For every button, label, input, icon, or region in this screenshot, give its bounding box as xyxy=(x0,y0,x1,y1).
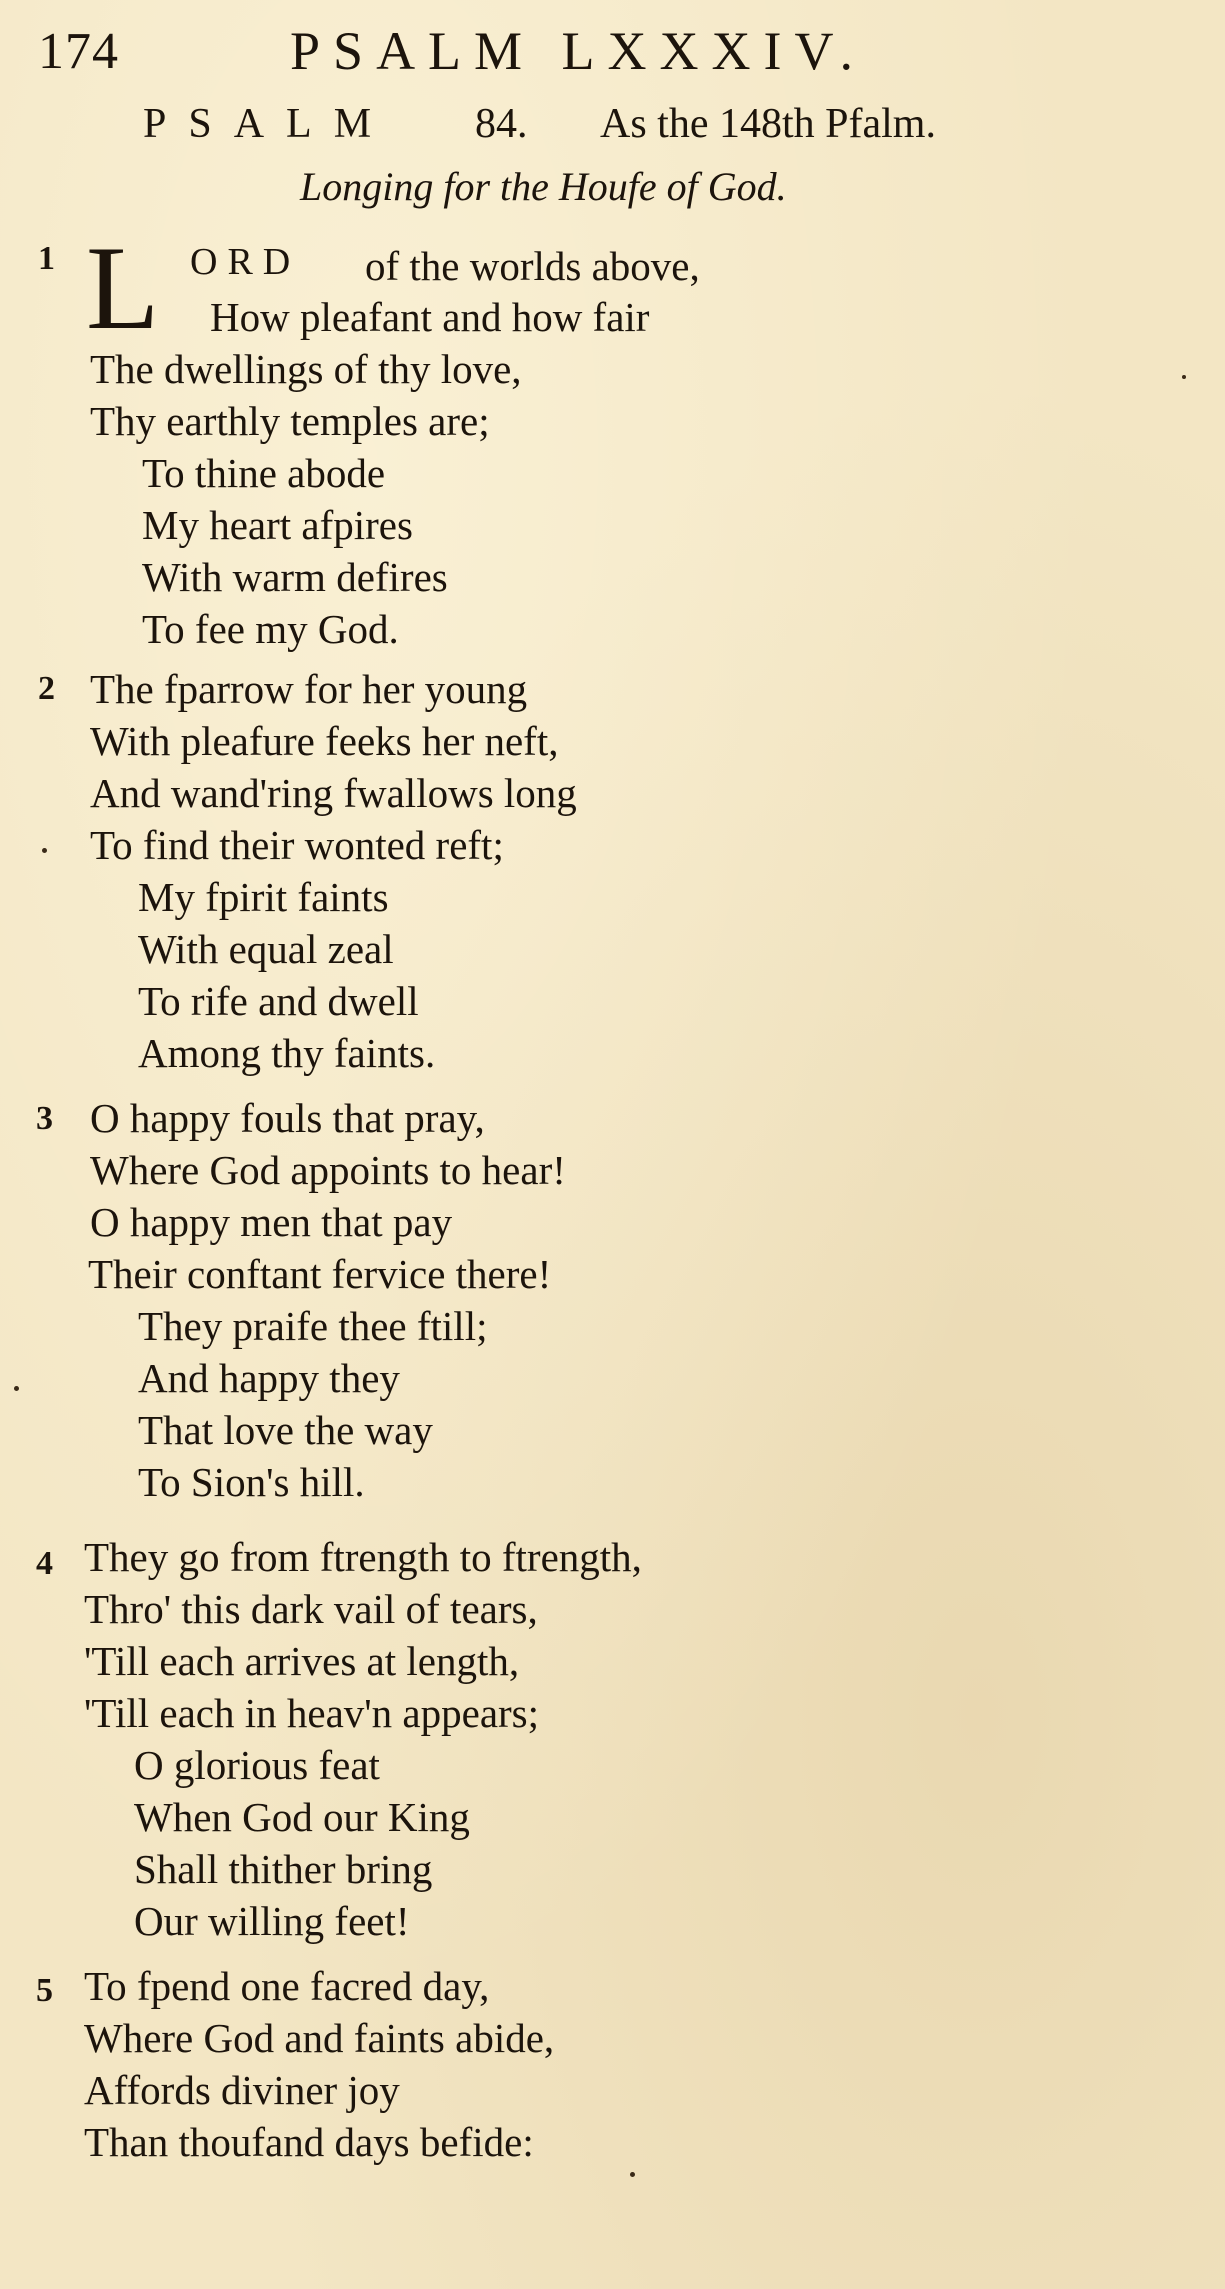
verse-line: To Sion's hill. xyxy=(138,1459,365,1505)
paper-speck xyxy=(14,1386,19,1391)
verse-line: And wand'ring fwallows long xyxy=(90,770,577,816)
running-title: PSALM LXXXIV. xyxy=(290,21,867,81)
verse-line: Than thoufand days befide: xyxy=(84,2119,534,2165)
verse-number: 5 xyxy=(36,1972,53,2009)
verse-line: The dwellings of thy love, xyxy=(90,346,522,392)
verse-line: O glorious feat xyxy=(134,1742,380,1788)
verse-line: Shall thither bring xyxy=(134,1846,433,1892)
paper-speck xyxy=(630,2172,635,2177)
verse-line: 'Till each in heav'n appears; xyxy=(84,1690,540,1736)
psalm-theme: Longing for the Houfe of God. xyxy=(300,164,787,209)
verse-line: O happy fouls that pray, xyxy=(90,1095,485,1141)
page-number: 174 xyxy=(38,23,119,80)
verse-line: When God our King xyxy=(134,1794,470,1840)
verse-line: Their conftant fervice there! xyxy=(88,1251,552,1297)
paper-speck xyxy=(1182,375,1186,379)
verse-line: Thro' this dark vail of tears, xyxy=(84,1586,538,1632)
psalm-number: 84. xyxy=(475,101,528,147)
verse-line: of the worlds above, xyxy=(365,243,700,289)
verse-line: To rife and dwell xyxy=(138,978,419,1024)
psalm-tune: As the 148th Pfalm. xyxy=(600,101,936,147)
verse-line: Affords diviner joy xyxy=(84,2067,400,2113)
verse-number: 2 xyxy=(38,670,55,707)
verse-line: Among thy faints. xyxy=(138,1030,436,1076)
verse-line: 'Till each arrives at length, xyxy=(84,1638,520,1684)
drop-cap: L xyxy=(86,221,160,354)
verse-line: The fparrow for her young xyxy=(90,666,528,712)
verse-number: 4 xyxy=(36,1545,53,1582)
verse-line: To thine abode xyxy=(142,450,386,496)
verse-line: Our willing feet! xyxy=(134,1898,410,1944)
paper-speck xyxy=(42,848,47,853)
verse-line: To fee my God. xyxy=(142,606,399,652)
verse-line: To find their wonted reft; xyxy=(90,822,504,868)
verse-number: 3 xyxy=(36,1100,53,1137)
verse-number: 1 xyxy=(38,240,55,277)
verse-line: To fpend one facred day, xyxy=(84,1963,490,2009)
verse-line: Where God and faints abide, xyxy=(84,2015,555,2061)
verse-line: Where God appoints to hear! xyxy=(90,1147,566,1193)
verse-line: How pleafant and how fair xyxy=(210,294,650,340)
verse-line: They praife thee ftill; xyxy=(138,1303,488,1349)
verse-line: Thy earthly temples are; xyxy=(90,398,490,444)
verse-line: My fpirit faints xyxy=(138,874,389,920)
cap-rest: ORD xyxy=(190,241,301,283)
verse-line: O happy men that pay xyxy=(90,1199,453,1245)
verse-line: That love the way xyxy=(138,1407,433,1453)
verse-line: And happy they xyxy=(138,1355,400,1401)
verse-line: With warm defires xyxy=(142,554,448,600)
verse-line: They go from ftrength to ftrength, xyxy=(84,1534,642,1580)
verse-line: With equal zeal xyxy=(138,926,394,972)
verse-line: With pleafure feeks her neft, xyxy=(90,718,559,764)
verse-line: My heart afpires xyxy=(142,502,413,548)
psalm-label: PSALM xyxy=(143,101,394,147)
